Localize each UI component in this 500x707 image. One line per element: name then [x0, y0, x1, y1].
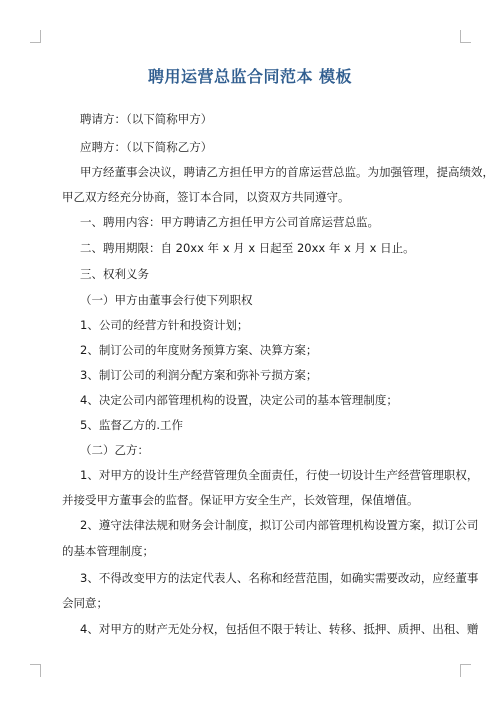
page-corner-mark-top-right — [460, 30, 471, 43]
party-a-item-4: 4、决定公司内部管理机构的设置，决定公司的基本管理制度； — [80, 393, 398, 407]
party-b-item-2-line-1: 2、遵守法律法规和财务会计制度，拟订公司内部管理机构设置方案，拟订公司 — [80, 518, 479, 532]
party-a-item-1: 1、公司的经营方针和投资计划； — [80, 318, 249, 332]
page-corner-mark-bottom-left — [30, 664, 41, 677]
party-b-item-1-line-1: 1、对甲方的设计生产经营管理负全面责任，行使一切设计生产经营管理职权， — [80, 468, 479, 482]
clause-1-content: 一、聘用内容：甲方聘请乙方担任甲方公司首席运营总监。 — [80, 215, 379, 229]
preamble-line-1: 甲方经董事会决议，聘请乙方担任甲方的首席运营总监。为加强管理，提高绩效， — [80, 165, 494, 179]
clause-3-heading: 三、权利义务 — [80, 267, 149, 281]
section-party-b-heading: （二）乙方： — [80, 443, 149, 457]
employer-line: 聘请方：（以下简称甲方） — [80, 112, 213, 126]
party-b-item-3-line-1: 3、不得改变甲方的法定代表人、名称和经营范围，如确实需要改动，应经董事 — [80, 571, 479, 585]
party-b-item-1-line-2: 并接受甲方董事会的监督。保证甲方安全生产，长效管理，保值增值。 — [62, 493, 419, 507]
document-title: 聘用运营总监合同范本 模板 — [147, 67, 353, 86]
employee-line: 应聘方：（以下简称乙方） — [80, 140, 213, 154]
party-a-item-5: 5、监督乙方的.工作 — [80, 418, 183, 432]
page-corner-mark-top-left — [30, 30, 41, 43]
clause-2-term: 二、聘用期限：自 20xx 年 x 月 x 日起至 20xx 年 x 月 x 日止。 — [80, 241, 415, 255]
party-b-item-3-line-2: 会同意； — [62, 596, 108, 610]
party-a-item-3: 3、制订公司的利润分配方案和弥补亏损方案； — [80, 368, 318, 382]
party-a-item-2: 2、制订公司的年度财务预算方案、决算方案； — [80, 343, 318, 357]
page-corner-mark-bottom-right — [460, 664, 471, 677]
party-b-item-2-line-2: 的基本管理制度； — [62, 544, 154, 558]
preamble-line-2: 甲乙双方经充分协商，签订本合同，以资双方共同遵守。 — [62, 190, 350, 204]
party-b-item-4-line-1: 4、对甲方的财产无处分权，包括但不限于转让、转移、抵押、质押、出租、赠 — [80, 622, 479, 636]
section-party-a-heading: （一）甲方由董事会行使下列职权 — [80, 293, 253, 307]
